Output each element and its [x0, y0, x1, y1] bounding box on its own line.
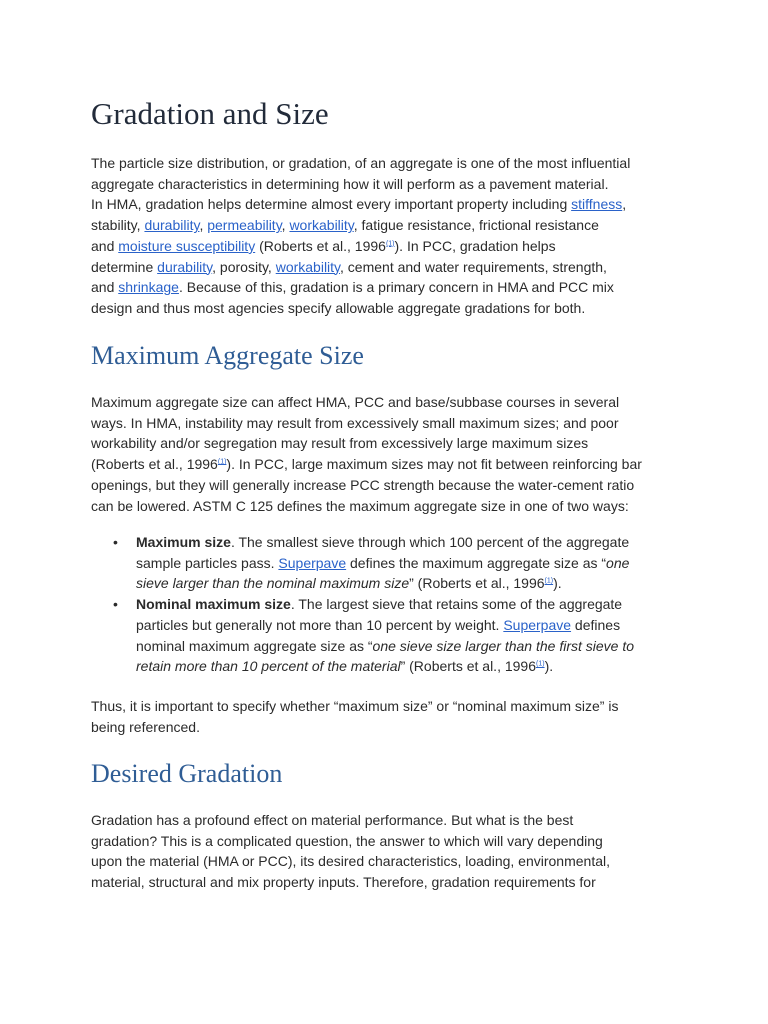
text-line: stability, durability, permeability, workability, fatigue resistance, frictional resistance	[91, 217, 599, 234]
term-nominal-maximum-size: Nominal maximum size	[136, 596, 291, 613]
text-line: The particle size distribution, or gradation, of an aggregate is one of the most influential	[91, 155, 631, 171]
bullet-icon: •	[113, 596, 118, 613]
citation-link[interactable]: (1)	[536, 660, 545, 668]
list-item-maximum-size: • Maximum size. The smallest sieve through which 100 percent of the aggregate sample particles pass. Superpave defines the maximum aggregate size as “one sieve larger than the nominal maximum size” (Roberts et al., 1996$^{(1)}$).	[113, 534, 630, 592]
text-line: determine durability, porosity, workability, cement and water requirements, strength,	[91, 258, 607, 275]
text-line: Maximum aggregate size can affect HMA, PCC and base/subbase courses in several	[91, 394, 620, 410]
link-durability[interactable]: durability	[144, 217, 200, 234]
text-line: In HMA, gradation helps determine almost every important property including stiffness,	[91, 196, 627, 213]
text-line: (Roberts et al., 1996$^{(1)}$). In PCC, large maximum sizes may not fit between reinforcing bar	[91, 456, 642, 473]
text-line: design and thus most agencies specify allowable aggregate gradations for both.	[91, 299, 586, 316]
citation-link[interactable]: (1)	[385, 240, 395, 248]
bullet-icon: •	[113, 534, 118, 550]
link-superpave[interactable]: Superpave	[278, 554, 347, 571]
text-line: openings, but they will generally increase PCC strength because the water-cement ratio	[91, 476, 635, 493]
link-workability[interactable]: workability	[289, 217, 354, 234]
link-shrinkage[interactable]: shrinkage	[118, 279, 179, 296]
text-line: gradation? This is a complicated question, the answer to which will vary depending	[91, 832, 603, 849]
text-line: workability and/or segregation may result from excessively large maximum sizes	[91, 435, 589, 452]
text-line: Gradation has a profound effect on material performance. But what is the best	[91, 812, 574, 828]
text-line: material, structural and mix property inputs. Therefore, gradation requirements for	[91, 874, 596, 891]
text-line: ways. In HMA, instability may result from excessively small maximum sizes; and poor	[91, 414, 619, 431]
thus-paragraph	[91, 696, 691, 737]
link-superpave-2[interactable]: Superpave	[503, 616, 572, 633]
page-title: Gradation and Size	[91, 96, 329, 131]
text-line: Thus, it is important to specify whether “maximum size” or “nominal maximum size” is	[91, 698, 619, 714]
text-line: aggregate characteristics in determining how it will perform as a pavement material.	[91, 175, 609, 192]
link-durability-pcc[interactable]: durability	[157, 258, 213, 275]
list-item-nominal-maximum-size: • Nominal maximum size. The largest sieve that retains some of the aggregate particles but generally not more than 10 percent by weight. Superpave defines nominal maximum aggregate size as “one sieve size larger than the first sieve to retain more than 10 percent of the material” (Roberts et al., 1996$^{(1)}$).	[113, 596, 635, 675]
text-line: and moisture susceptibility (Roberts et al., 1996$^{(1)}$). In PCC, gradation helps	[91, 237, 556, 254]
link-workability-pcc[interactable]: workability	[275, 258, 341, 275]
section-heading-desired-gradation: Desired Gradation	[91, 759, 283, 788]
text-line: being referenced.	[91, 718, 200, 735]
text-line: and shrinkage. Because of this, gradation is a primary concern in HMA and PCC mix	[91, 279, 614, 296]
section-heading-maximum-aggregate-size: Maximum Aggregate Size	[91, 341, 364, 370]
desired-gradation-paragraph	[91, 810, 691, 893]
link-moisture-susceptibility[interactable]: moisture susceptibility	[118, 237, 256, 254]
link-stiffness[interactable]: stiffness	[571, 196, 623, 213]
citation-link[interactable]: (1)	[217, 458, 227, 466]
intro-paragraph	[91, 153, 691, 319]
definition-list	[91, 532, 691, 677]
term-maximum-size: Maximum size	[136, 534, 231, 550]
max-size-paragraph	[91, 392, 691, 516]
citation-link[interactable]: (1)	[544, 577, 554, 585]
link-permeability[interactable]: permeability	[207, 217, 282, 234]
text-line: can be lowered. ASTM C 125 defines the maximum aggregate size in one of two ways:	[91, 497, 629, 514]
text-line: upon the material (HMA or PCC), its desired characteristics, loading, environmental,	[91, 853, 610, 870]
